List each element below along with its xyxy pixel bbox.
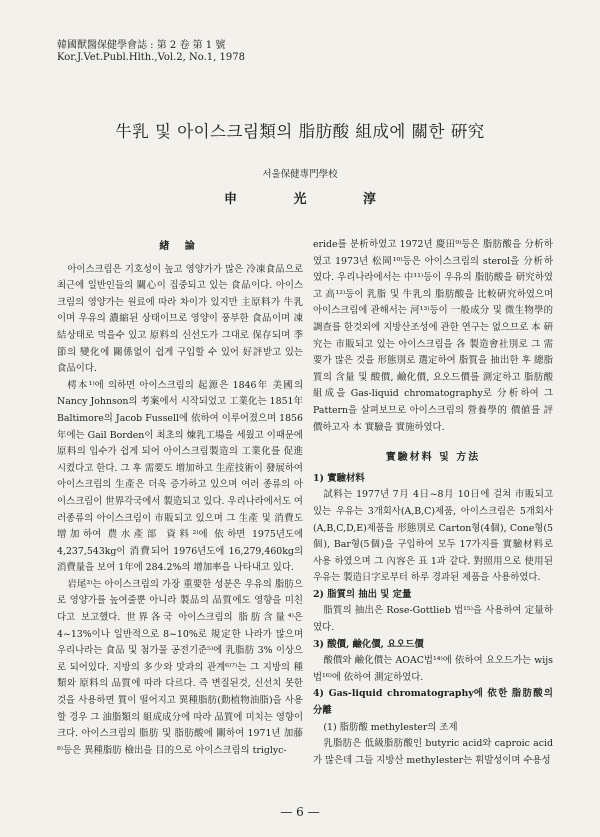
right-column	[313, 237, 553, 769]
subsection-title: 2) 脂質의 抽出 및 定量	[313, 588, 412, 600]
subsection-title: 1) 實驗材料	[313, 472, 365, 484]
subsection-title: 3) 酸價, 鹼化價, 요오드價	[313, 638, 424, 650]
paragraph: eride를 분析하였고 1972년 慶田⁹⁾등은 脂肪酸을 分析하였고 1973년 松岡¹⁰⁾등은 아이스크림의 sterol을 分析하였다. 우리나라에서는 中¹¹⁾등이 우유의 脂肪酸을 研究하였고 高¹²⁾등이 乳脂 및 牛乳의 脂肪酸을 比較硏究하였으며 아이스크림에 관해서는 河¹³⁾등이 一般成分 및 微生物學的 調查를 한것외에 지방산조성에 관한 연구는 없으므로 本 硏究는 市販되고 있는 아이스크림을 各 製造會社別로 그 需要가 많은 것을 形態別로 選定하여 脂質을 抽出한 후 總脂質의 含量 및 酸價, 鹼化價, 요오드價를 測定하고 脂肪酸 組成을 Gas-liquid chromatography로 分析하여 그 Pattern을 살펴보므로 아이스크림의 營養學的 價値를 評價하고자 本 實驗을 實施하였다.	[313, 239, 553, 433]
paragraph: 脂質의 抽出은 Rose-Gottlieb 법¹⁵⁾을 사용하여 定量하였다.	[313, 605, 553, 634]
section-heading-materials-methods: 實驗材料 및 方法	[385, 452, 481, 464]
journal-title-korean: 韓國獸醫保健學會誌 : 第 2 卷 第 1 號	[57, 40, 226, 51]
paragraph: 아이스크림은 기호성이 높고 영양가가 많은 冷凍食品으로 최근에 일반인들의 關心이 집중되고 있는 食品이다. 아이스크림의 영양가는 원료에 따라 차이가 있지만 主原料가 牛乳이며 우유의 濃縮된 상태이므로 영양이 풍부한 食品이며 凍結상태로 먹을수 있고 原料의 신선도가 그대로 保存되며 季節의 變化에 關係없이 쉽게 구입할 수 있어 好評받고 있는 食品이다.	[57, 263, 303, 375]
author-name: 申 光 淳	[223, 192, 403, 207]
section-heading-introduction: 緖 論	[159, 241, 201, 252]
paragraph: 岩尾³⁾는 아이스크림의 가장 重要한 성분은 우유의 脂肪으로 영양가를 높여줄뿐 아니라 製品의 品質에도 영향을 미친다고 보고했다. 世界各국 아이스크림의 脂肪含量⁴⁾은 4~13%이나 일반적으로 8~10%로 規定한 나라가 많으며 우리나라는 食品 및 첨가물 공전기준⁵⁾에 乳脂肪 3% 이상으로 되어있다. 지방의 多少와 맛과의 관계⁶⁾⁷⁾는 그 지방의 種類와 原料의 品質에 따라 다르다. 즉 변질된것, 신선치 못한것을 사용하면 質이 떨어지고 異種脂肪(動植物油脂)을 사용할 경우 그 油脂類의 組成成分에 따라 品質에 미치는 영향이 크다. 아이스크림의 脂肪 및 脂肪酸에 關하여 1971년 加藤⁸⁾등은 異種脂肪 檢出을 目的으로 아이스크림의 triglyc-	[57, 578, 303, 756]
left-column	[57, 237, 303, 759]
journal-citation: Kor.J.Vet.Publ.Hlth.,Vol.2, No.1, 1978	[57, 52, 245, 63]
paragraph: 乳脂肪은 低級脂肪酸인 butyric acid와 caproic acid가 많은데 그들 지방산 methylester는 휘발성이며 수용성	[313, 738, 553, 766]
paper-title: 牛乳 및 아이스크림類의 脂肪酸 組成에 關한 硏究	[115, 122, 485, 141]
journal-header	[57, 40, 245, 64]
list-item: (1) 脂肪酸 methylester의 조제	[323, 721, 458, 733]
page-number: — 6 —	[280, 805, 320, 819]
subsection-title: 4) Gas-liquid chromatography에 依한 脂肪酸의 分離	[313, 688, 553, 717]
paragraph: 樗本¹⁾에 의하면 아이스크림의 起源은 1846年 美國의 Nancy Johnson의 考案에서 시작되었고 工業化는 1851年 Baltimore의 Jacob Fussell에 依하여 이루어졌으며 1856年에는 Gail Borden이 최초의 煉乳工場을 세웠고 이때문에 原料의 입수가 쉽게 되어 아이스크림製造의 工業化를 促進시켰다고 한다. 그 후 需要도 增加하고 生産技術이 發展하여 아이스크림의 生產은 더욱 증가하고 있으며 여러 종류의 아이스크림이 世界각국에서 製造되고 있다. 우리나라에서도 여러종류의 아이스크림이 市販되고 있으며 그 生產 및 消費도 增加하여 農水產部 資料²⁾에 依하면 1975년도에 4,237,543kg이 消費되어 1976년도에 16,279,460kg의 消費量을 보여 1年에 284.2%의 增加率을 나타내고 있다.	[57, 379, 303, 574]
paragraph: 酸價와 鹼化價는 AOAC법¹⁴⁾에 依하여 요오드가는 wijs법¹⁶⁾에 依하여 測定하였다.	[313, 655, 553, 683]
paragraph: 試料는 1977년 7月 4日~8月 10日에 걸쳐 市販되고 있는 우유는 3개회사(A,B,C)제품, 아이스크림은 5개회사(A,B,C,D,E)제품을 形態別로 Carton형(4個), Cone형(5個), Bar형(5個)을 구입하여 모두 17가지를 實驗材料로 사용 하였으며 그 內容은 표 1과 같다. 對照用으로 使用된 우유는 製造日字로부터 하루 경과된 제품을 사용하였다.	[313, 489, 553, 584]
affiliation: 서울保健專門學校	[262, 169, 338, 180]
